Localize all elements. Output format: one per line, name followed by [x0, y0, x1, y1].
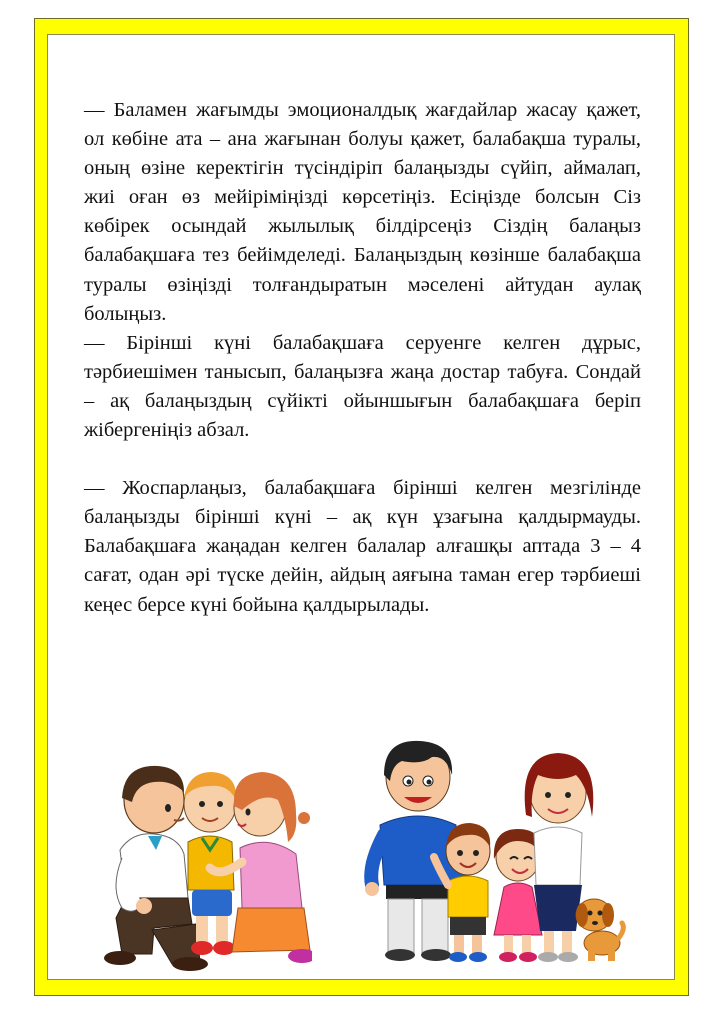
advice-text — [84, 96, 641, 620]
dog-figure — [576, 899, 623, 961]
paragraph-2: — Бірінші күні балабақшаға серуенге келген дұрыс, тәрбиешімен танысып, балаңызға жаңа достар табуға. Сондай – ақ балаңыздың сүйікті ойыншығын балабақшаға беріп жібергеніңіз абзал. — [84, 331, 641, 442]
paragraph-spacer — [84, 445, 641, 474]
family-with-dog-illustration — [362, 735, 626, 967]
paragraph-3: — Жоспарлаңыз, балабақшаға бірінші келген мезгілінде балаңызды бірінші күні – ақ күн ұзағына қалдырмауды. Балабақшаға жаңадан келген балалар алғашқы аптада 3 – 4 сағат, одан әрі түске дейін, айдың аяғына таман егер тәрбиеші кеңес берсе күні бойына қалдырылады. — [84, 477, 641, 616]
paragraph-1: — Баламен жағымды эмоционалдық жағдайлар жасау қажет, ол көбіне ата – ана жағынан болуы қажет, балабақша туралы, оның өзіне керектігін түсіндіріп балаңызды сүйіп, аймалап, жиі оған өз мейіріміңізді көрсетіңіз. Есіңізде болсын Сіз көбірек осындай жылылық білдірсеңіз Сіздің балаңыз балабақшаға тез бейімделеді. Балаңыздың көзінше балабақша туралы өзіңізді толғандыратын мәселені айтудан аулақ болыңыз. — [84, 99, 641, 325]
parents-kissing-child-illustration — [92, 758, 312, 976]
